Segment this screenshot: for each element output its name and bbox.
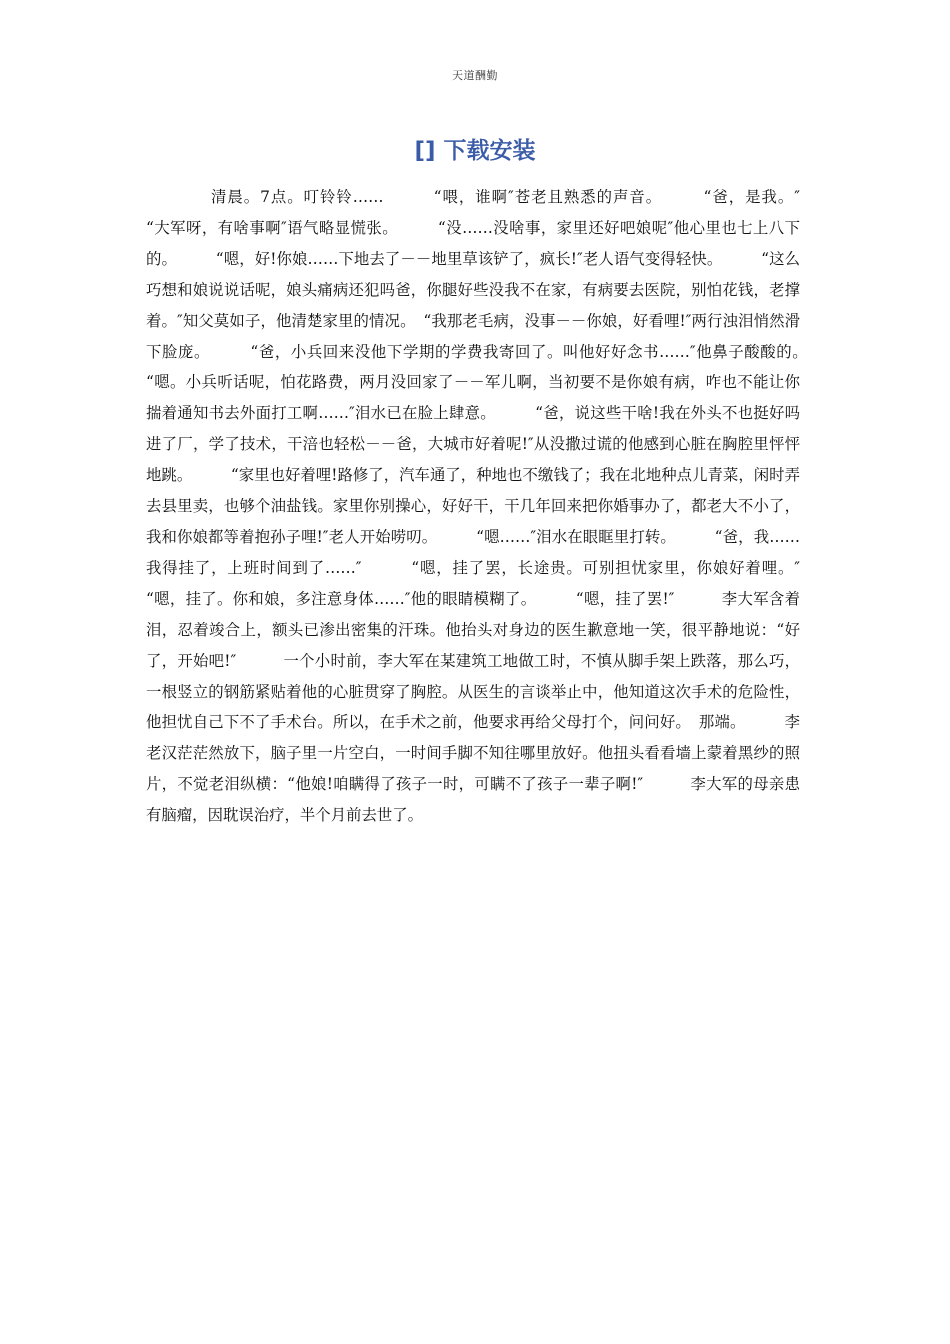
document-title: [] 下载安装 <box>414 138 536 164</box>
article-text: 清晨。7点。叮铃铃…… “喂，谁啊″苍老且熟悉的声音。 “爸，是我。″ “大军呀，有啥事啊″语气略显慌张。 “没……没啥事，家里还好吧娘呢″他心里也七上八下的。 “嗯，好!你娘……下地去了－－地里草该铲了，疯长!″老人语气变得轻快。 “这么巧想和娘说说话呢，娘头痛病还犯吗爸，你腿好些没我不在家，有病要去医院，别怕花钱，老撑着。″知父莫如子，他清楚家里的情况。 “我那老毛病，没事－－你娘，好看哩!″两行浊泪悄然滑下脸庞。 “爸，小兵回来没他下学期的学费我寄回了。叫他好好念书……″他鼻子酸酸的。 “嗯。小兵听话呢，怕花路费，两月没回家了－－军儿啊，当初要不是你娘有病，咋也不能让你揣着通知书去外面打工啊……″泪水已在脸上肆意。 “爸，说这些干啥!我在外头不也挺好吗进了厂，学了技术，干涪也轻松－－爸，大城市好着呢!″从没撒过谎的他感到心脏在胸腔里怦怦地跳。 “家里也好着哩!路修了，汽车通了，种地也不缴钱了；我在北地种点儿青菜，闲时弄去县里卖，也够个油盐钱。家里你别操心，好好干，干几年回来把你婚事办了，都老大不小了，我和你娘都等着抱孙子哩!″老人开始唠叨。 “嗯……″泪水在眼眶里打转。 “爸，我……我得挂了，上班时间到了……″ “嗯，挂了罢，长途贵。可别担忧家里，你娘好着哩。″ “嗯，挂了。你和娘，多注意身体……″他的眼睛模糊了。 “嗯，挂了罢!″ 李大军含着泪，忍着竣合上，额头已渗出密集的汗珠。他抬头对身边的医生歉意地一笑，很平静地说：“好了，开始吧!″ 一个小时前，李大军在某建筑工地做工时，不慎从脚手架上跌落，那么巧，一根竖立的钢筋紧贴着他的心脏贯穿了胸腔。从医生的言谈举止中，他知道这次手术的危险性，他担忧自己下不了手术台。所以，在手术之前，他要求再给父母打个，问问好。 那端。 李老汉茫茫然放下，脑子里一片空白，一时间手脚不知往哪里放好。他扭头看看墙上蒙着黑纱的照片，不觉老泪纵横：“他娘!咱瞒得了孩子一时，可瞒不了孩子一辈子啊!″ 李大军的母亲患有脑瘤，因耽误治疗，半个月前去世了。 <box>146 188 847 825</box>
article-body <box>146 182 847 831</box>
page-header: 天道酬勤 <box>452 69 498 82</box>
